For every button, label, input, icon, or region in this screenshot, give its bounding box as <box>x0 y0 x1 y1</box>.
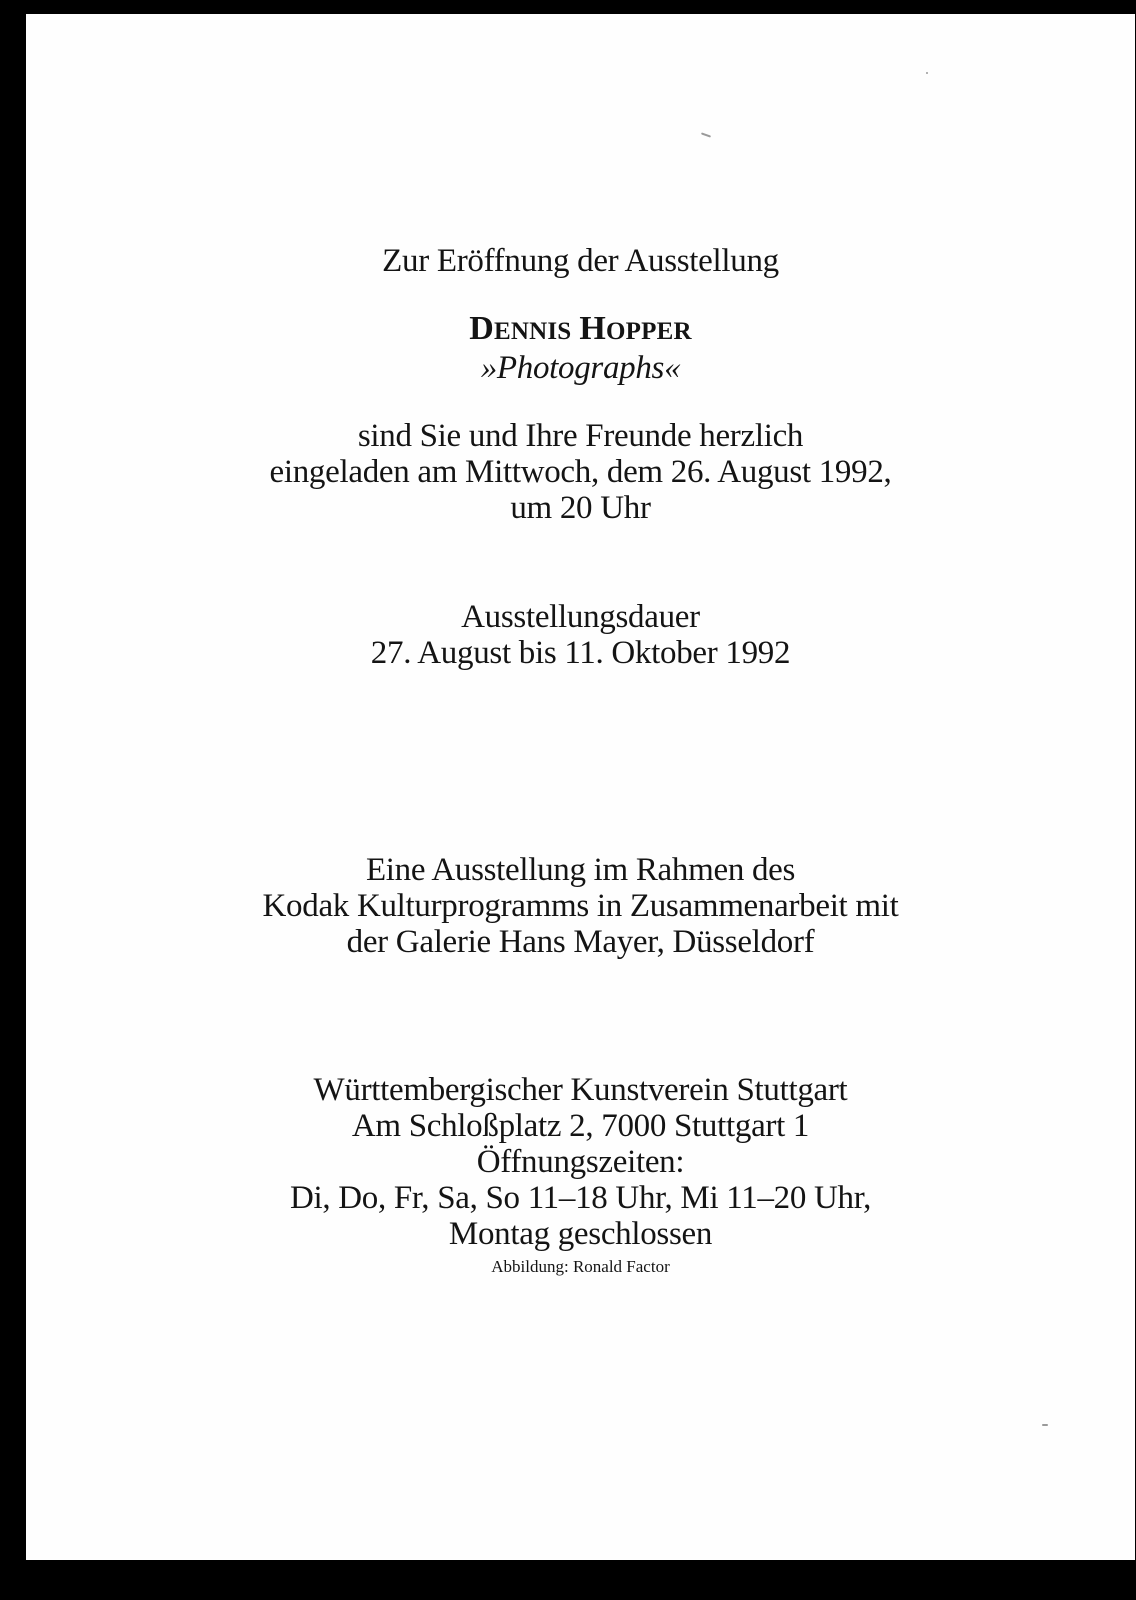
sponsorship-block <box>26 852 1135 960</box>
invite-line: eingeladen am Mittwoch, dem 26. August 1992, <box>269 454 892 490</box>
sponsorship-line: der Galerie Hans Mayer, Düsseldorf <box>346 924 815 960</box>
sponsorship-line: Kodak Kulturprogramms in Zusammenarbeit mit <box>262 888 899 924</box>
venue-block <box>26 1072 1135 1252</box>
paper-speck <box>926 72 928 74</box>
artist-initial-last: H <box>579 310 607 347</box>
venue-line: Am Schloßplatz 2, 7000 Stuttgart 1 <box>351 1108 810 1144</box>
duration-dates: 27. August bis 11. Oktober 1992 <box>370 635 791 671</box>
paper-speck <box>1042 1424 1048 1426</box>
sponsorship-line: Eine Ausstellung im Rahmen des <box>365 852 796 888</box>
title-block <box>26 311 1135 386</box>
exhibition-title: »Photographs« <box>480 350 681 386</box>
opening-line: Zur Eröffnung der Ausstellung <box>382 243 779 279</box>
photo-credit: Abbildung: Ronald Factor <box>491 1257 670 1276</box>
venue-line: Di, Do, Fr, Sa, So 11–18 Uhr, Mi 11–20 Uhr, <box>289 1180 872 1216</box>
artist-initial-first: D <box>469 310 494 347</box>
venue-line: Öffnungszeiten: <box>476 1144 685 1180</box>
opening-block <box>26 243 1135 279</box>
invite-block <box>26 418 1135 526</box>
venue-line: Württembergischer Kunstverein Stuttgart <box>313 1072 848 1108</box>
venue-line: Montag geschlossen <box>448 1216 713 1252</box>
invite-line: sind Sie und Ihre Freunde herzlich <box>357 418 804 454</box>
artist-name <box>26 311 1135 350</box>
duration-label: Ausstellungsdauer <box>461 599 700 635</box>
invite-line: um 20 Uhr <box>510 490 651 526</box>
artist-rest-last: OPPER <box>606 318 692 345</box>
invitation-card <box>26 14 1135 1560</box>
paper-speck <box>701 132 711 137</box>
duration-block <box>26 599 1135 671</box>
artist-rest-first: ENNIS <box>494 318 572 345</box>
